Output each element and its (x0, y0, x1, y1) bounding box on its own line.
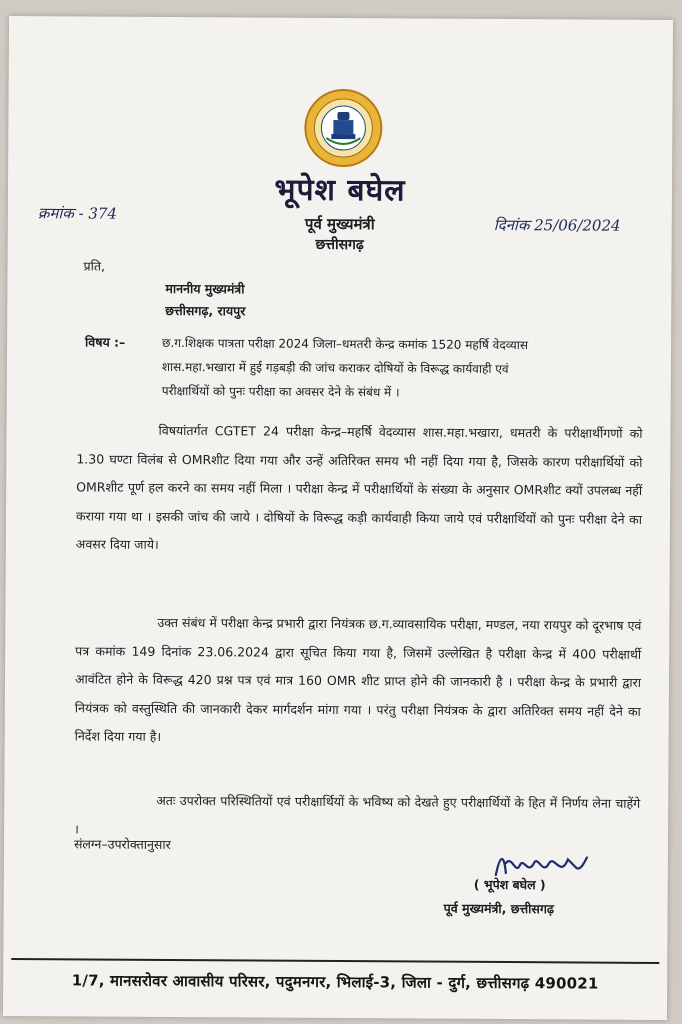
footer-address: 1/7, मानसरोवर आवासीय परिसर, पदुमनगर, भिलाई-3, जिला - दुर्ग, छत्तीसगढ़ 490021 (71, 971, 599, 993)
reference-number: क्रमांक - 374 (37, 204, 118, 223)
emblem-seal (298, 88, 388, 169)
letterhead-name: भूपेश बघेल (274, 172, 406, 209)
subject-label: विषय :– (85, 334, 126, 350)
recipient-line1: माननीय मुख्यमंत्री (165, 280, 245, 297)
body-paragraph-3: अतः उपरोक्त परिस्थितियों एवं परीक्षार्थियों के भविष्य को देखते हुए परीक्षार्थियों के हित में निर्णय लेना चाहेंगे । (74, 792, 641, 836)
signatory-title: पूर्व मुख्यमंत्री, छत्तीसगढ़ (443, 900, 554, 917)
recipient-prefix: प्रति, (83, 258, 106, 274)
signatory-name: ( भूपेश बघेल ) (473, 876, 546, 893)
body-paragraph-2: उक्त संबंध में परीक्षा केन्द्र प्रभारी द्वारा नियंत्रक छ.ग.व्यावसायिक परीक्षा, मण्डल, नया रायपुर को दूरभाष एवं पत्र कमांक 149 दिनांक 23.06.2024 द्वारा सूचित किया गया है, जिसमें उल्लेखित है परीक्षा केन्द्र में 400 परीक्षार्थी आवंटित होने के विरूद्ध 420 प्रश्न पत्र एवं मात्र 160 OMR शीट प्राप्त होने की जानकारी है । परीक्षा केन्द्र के प्रभारी द्वारा नियंत्रक को वस्तुस्थिति की जानकारी देकर मार्गदर्शन मांगा गया । परंतु परीक्षा नियंत्रक के द्वारा अतिरिक्त समय नहीं देने का निर्देश दिया गया है। (74, 614, 642, 744)
enclosure-note: संलग्न–उपरोक्तानुसार (73, 836, 171, 852)
subject-line3: परीक्षार्थियों को पुनः परीक्षा का अवसर देने के संबंध में । (161, 383, 400, 400)
subject-line1: छ.ग.शिक्षक पात्रता परीक्षा 2024 जिला–धमतरी केन्द्र कमांक 1520 महर्षि वेदव्यास (162, 335, 529, 353)
footer-divider (11, 958, 659, 964)
letter-page (3, 16, 673, 1020)
letterhead-designation: पूर्व मुख्यमंत्री (304, 214, 375, 234)
body-paragraph-1: विषयांतर्गत CGTET 24 परीक्षा केन्द्र–महर्षि वेदव्यास शास.महा.भखारा, धमतरी के परीक्षार्थीगणों को 1.30 घण्टा विलंब से OMRशीट दिया गया और उन्हें अतिरिक्त समय भी नहीं दिया गया है, जिसके कारण परीक्षार्थियों को OMRशीट पूर्ण हल करने का समय नहीं मिला । परीक्षा केन्द्र में परीक्षार्थियों के संख्या के अनुसार OMRशीट क्यों उपलब्ध नहीं कराया गया था । इसकी जांच की जाये । दोषियों के विरूद्ध कड़ी कार्यवाही किया जाये एवं परीक्षार्थियों को पुनः परीक्षा देने का अवसर दिया जाये। (75, 422, 643, 552)
letter-date: दिनांक 25/06/2024 (493, 215, 621, 235)
subject-line2: शास.महा.भखारा में हुई गड़बड़ी की जांच कराकर दोषियों के विरूद्ध कार्यवाही एवं (161, 359, 509, 377)
recipient-line2: छत्तीसगढ़, रायपुर (165, 302, 246, 319)
letterhead-state: छत्तीसगढ़ (315, 236, 364, 254)
